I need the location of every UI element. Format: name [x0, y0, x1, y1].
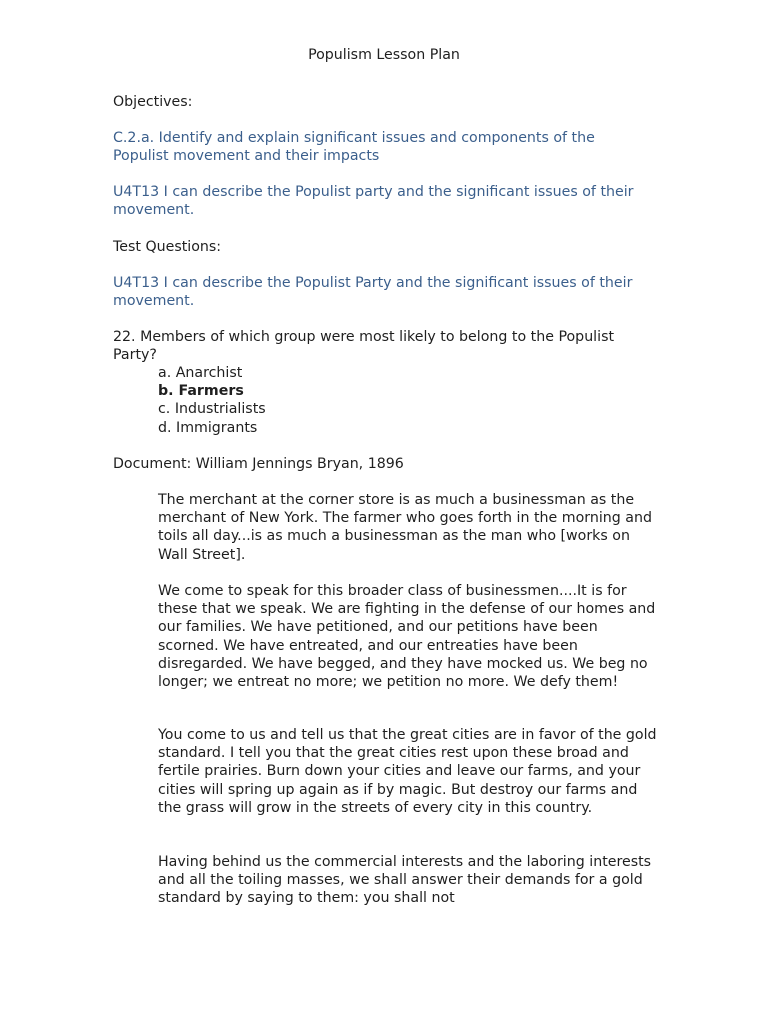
answer-list — [158, 364, 658, 437]
test-objective-u4t13: U4T13 I can describe the Populist Party and the significant issues of their movement. — [113, 275, 633, 310]
document-heading: Document: William Jennings Bryan, 1896 — [113, 456, 404, 472]
answer-b-correct: b. Farmers — [158, 383, 244, 400]
page-title: Populism Lesson Plan — [308, 47, 460, 63]
quote-paragraph: You come to us and tell us that the great cities are in favor of the gold standard. I tell you that the great cities rest upon these broad and fertile prairies. Burn down your cities and leave our farms, and your cities will spring up again as if by magic. But destroy our farms and the grass will grow in the streets of every city in this country. — [158, 727, 657, 816]
answer-c: c. Industrialists — [158, 401, 266, 418]
objectives-heading: Objectives: — [113, 94, 193, 110]
answer-a: a. Anarchist — [158, 365, 243, 381]
quote-paragraph: We come to speak for this broader class of businessmen....It is for these that we speak. We are fighting in the defense of our homes and our families. We have petitioned, and our petitions have been scorned. We have entreated, and our entreaties have been disregarded. We have begged, and they have mocked us. We beg no longer; we entreat no more; we petition no more. We defy them! — [158, 583, 656, 691]
question-22: 22. Members of which group were most likely to belong to the Populist Party? — [113, 329, 615, 364]
objective-c2a: C.2.a. Identify and explain significant issues and components of the Populist movement and their impacts — [113, 130, 595, 165]
test-questions-heading: Test Questions: — [113, 239, 222, 255]
quote-paragraph: The merchant at the corner store is as much a businessman as the merchant of New York. The farmer who goes forth in the morning and toils all day...is as much a businessman as the man who [works on Wall Street]. — [158, 492, 652, 563]
objective-u4t13: U4T13 I can describe the Populist party and the significant issues of their movement. — [113, 184, 634, 219]
answer-d: d. Immigrants — [158, 419, 258, 436]
quote-paragraph: Having behind us the commercial interests and the laboring interests and all the toiling masses, we shall answer their demands for a gold standard by saying to them: you shall not — [158, 854, 652, 907]
